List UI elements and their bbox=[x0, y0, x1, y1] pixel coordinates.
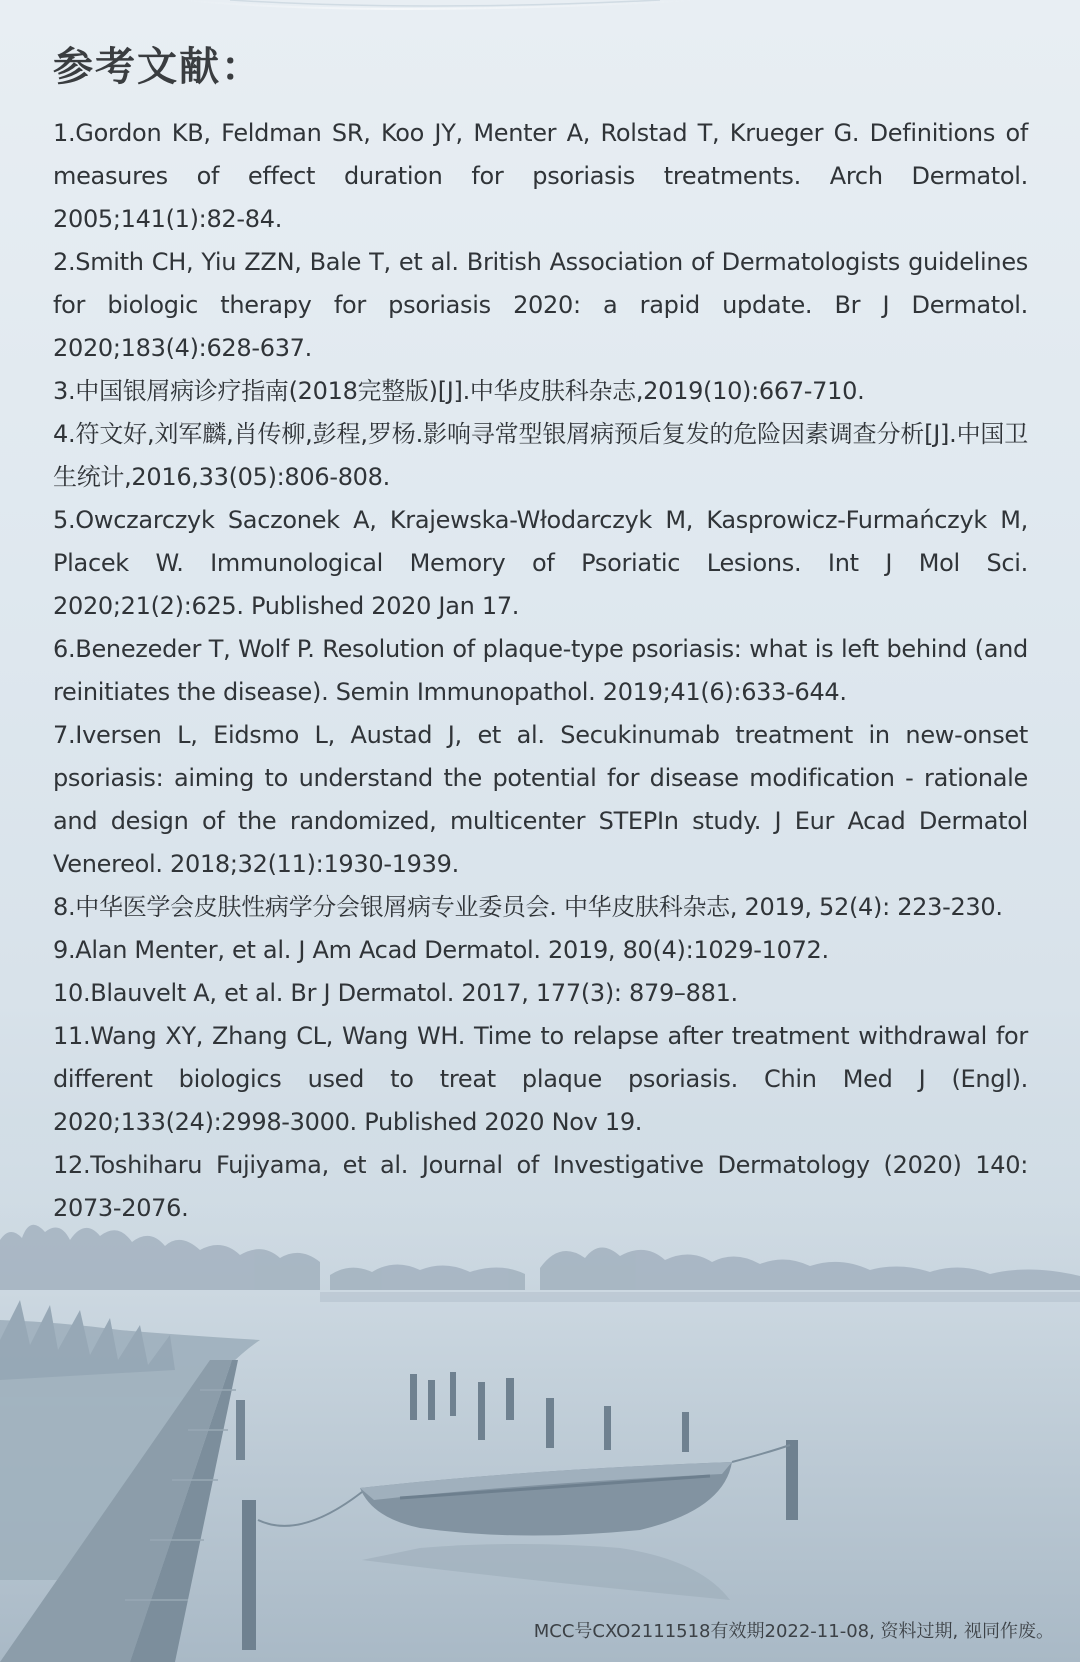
references-section bbox=[53, 36, 1028, 1230]
reference-item: 6.Benezeder T, Wolf P. Resolution of plaque-type psoriasis: what is left behind (and reinitiates the disease). Semin Immunopathol. 2019;41(6):633-644. bbox=[53, 635, 1028, 706]
reference-item: 10.Blauvelt A, et al. Br J Dermatol. 2017, 177(3): 879–881. bbox=[53, 979, 738, 1007]
references-title: 参考文献： bbox=[53, 44, 263, 90]
reference-list bbox=[53, 112, 1028, 1230]
validity-notice: MCC号CXO2111518有效期2022-11-08, 资料过期, 视同作废。 bbox=[533, 1621, 1054, 1642]
reference-item: 4.符文好,刘军麟,肖传柳,彭程,罗杨.影响寻常型银屑病预后复发的危险因素调查分析[J].中国卫生统计,2016,33(05):806-808. bbox=[53, 420, 1028, 491]
reference-item: 7.Iversen L, Eidsmo L, Austad J, et al. Secukinumab treatment in new-onset psoriasis: aiming to understand the potential for disease modification - rationale and design of the randomized, multicenter STEPIn study. J Eur Acad Dermatol Venereol. 2018;32(11):1930-1939. bbox=[53, 721, 1028, 878]
reference-item: 8.中华医学会皮肤性病学分会银屑病专业委员会. 中华皮肤科杂志, 2019, 52(4): 223-230. bbox=[53, 893, 1003, 921]
reference-item: 3.中国银屑病诊疗指南(2018完整版)[J].中华皮肤科杂志,2019(10):667-710. bbox=[53, 377, 865, 405]
reference-item: 9.Alan Menter, et al. J Am Acad Dermatol. 2019, 80(4):1029-1072. bbox=[53, 936, 829, 964]
reference-item: 2.Smith CH, Yiu ZZN, Bale T, et al. British Association of Dermatologists guidelines for biologic therapy for psoriasis 2020: a rapid update. Br J Dermatol. 2020;183(4):628-637. bbox=[53, 248, 1028, 362]
reference-item: 5.Owczarczyk Saczonek A, Krajewska-Włodarczyk M, Kasprowicz-Furmańczyk M, Placek W. Immunological Memory of Psoriatic Lesions. Int J Mol Sci. 2020;21(2):625. Published 2020 Jan 17. bbox=[53, 506, 1028, 620]
top-decorative-arcs bbox=[180, 0, 700, 9]
reference-item: 12.Toshiharu Fujiyama, et al. Journal of Investigative Dermatology (2020) 140: 2073-2076. bbox=[53, 1151, 1028, 1222]
reference-item: 1.Gordon KB, Feldman SR, Koo JY, Menter A, Rolstad T, Krueger G. Definitions of measures of effect duration for psoriasis treatments. Arch Dermatol. 2005;141(1):82-84. bbox=[53, 119, 1028, 233]
reference-item: 11.Wang XY, Zhang CL, Wang WH. Time to relapse after treatment withdrawal for different biologics used to treat plaque psoriasis. Chin Med J (Engl). 2020;133(24):2998-3000. Published 2020 Nov 19. bbox=[53, 1022, 1028, 1136]
